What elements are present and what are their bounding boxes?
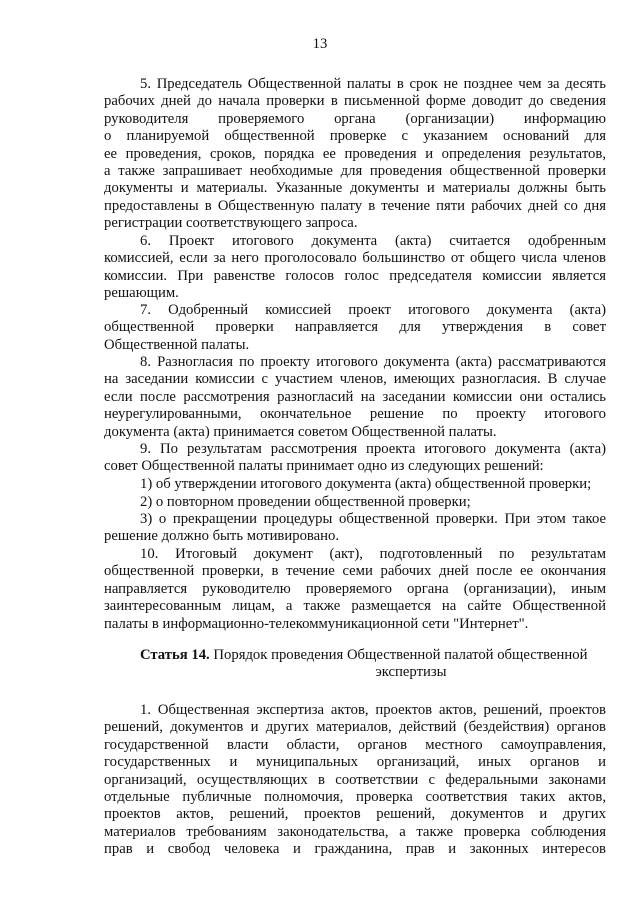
paragraph-7 [104, 302, 606, 354]
text-line: если после рассмотрения разногласий на заседании комиссии они остались [104, 388, 606, 405]
text-line: палаты в информационно-телекоммуникационной сети "Интернет". [104, 615, 529, 632]
text-line: ее проведения, сроков, порядка ее проведения и определения результатов, [104, 145, 606, 162]
text-line: 5. Председатель Общественной палаты в срок не позднее чем за десять [140, 76, 606, 92]
article-title: Порядок проведения Общественной палатой общественной [213, 647, 588, 663]
text-line: организаций, осуществляющих в соответствии с федеральными законами [104, 771, 606, 788]
text-line: комиссией, если за него проголосовало большинство от общего числа членов [104, 250, 606, 267]
paragraph-8 [104, 354, 606, 441]
text-line: направляется руководителю проверяемого органа (организации), иным [104, 580, 606, 597]
text-line: 2) о повторном проведении общественной проверки; [140, 494, 471, 510]
article-14-paragraph-1 [104, 702, 606, 859]
text-line: неурегулированными, окончательное решение по проекту итогового [104, 406, 606, 423]
text-line: комиссии. При равенстве голосов голос председателя комиссии является [104, 267, 606, 284]
text-line: 9. По результатам рассмотрения проекта итогового документа (акта) [140, 441, 606, 457]
text-line: документы и материалы. Указанные документы и материалы должны быть [104, 180, 606, 197]
page-number: 13 [312, 36, 328, 52]
text-line: а также запрашивает необходимые для проведения общественной проверки [104, 163, 606, 180]
text-line: документа (акта) принимается советом Общественной палаты. [104, 423, 497, 440]
text-line: государственной власти области, органов местного самоуправления, [104, 736, 606, 753]
text-line: 8. Разногласия по проекту итогового документа (акта) рассматриваются [140, 354, 606, 370]
paragraph-10 [104, 546, 606, 633]
text-line: рабочих дней до начала проверки в письменной форме доводит до сведения [104, 93, 606, 110]
text-line: проектов актов, решений, проектов решений, документов и других [104, 806, 606, 823]
list-item [104, 511, 606, 546]
text-line: предоставлены в Общественную палату в течение пяти рабочих дней со дня [104, 197, 606, 214]
text-line: 1) об утверждении итогового документа (акта) общественной проверки; [140, 476, 592, 492]
article-heading [140, 647, 606, 682]
text-line: прав и свобод человека и гражданина, прав и законных интересов [104, 841, 606, 858]
list-item [104, 476, 606, 493]
text-line: решений, документов и других материалов, действий (бездействия) органов [104, 719, 606, 736]
text-line: 7. Одобренный комиссией проект итогового документа (акта) [140, 302, 606, 318]
text-line: общественной проверки, в течение семи рабочих дней после ее окончания [104, 563, 606, 580]
article-number: Статья 14. [140, 647, 210, 663]
text-line: 6. Проект итогового документа (акта) считается одобренным [140, 233, 606, 249]
text-line: регистрации соответствующего запроса. [104, 215, 358, 232]
text-line: совет Общественной палаты принимает одно из следующих решений: [104, 458, 544, 475]
text-line: решение должно быть мотивировано. [104, 528, 340, 545]
paragraph-5 [104, 76, 606, 233]
text-line: 3) о прекращении процедуры общественной проверки. При этом такое [140, 511, 606, 527]
paragraph-6 [104, 233, 606, 303]
text-line: государственных и муниципальных организаций, иных органов и [104, 754, 606, 771]
text-line: 1. Общественная экспертиза актов, проектов актов, решений, проектов [140, 702, 606, 718]
list-item [104, 494, 606, 511]
text-line: общественной проверки направляется для утверждения в совет [104, 319, 606, 336]
text-line: о планируемой общественной проверке с указанием оснований для [104, 128, 606, 145]
text-line: решающим. [104, 285, 179, 302]
text-line: Общественной палаты. [104, 336, 250, 353]
text-line: заинтересованным лицам, а также размещается на сайте Общественной [104, 598, 606, 615]
paragraph-9 [104, 441, 606, 476]
text-line: на заседании комиссии с участием членов, имеющих разногласия. В случае [104, 371, 606, 388]
text-line: отдельные публичные полномочия, проверка соответствия таких актов, [104, 789, 606, 806]
text-line: материалов требованиям законодательства, а также проверка соблюдения [104, 823, 606, 840]
text-line: 10. Итоговый документ (акт), подготовленный по результатам [140, 546, 606, 562]
article-title-continued: экспертизы [375, 664, 447, 681]
text-line: руководителя проверяемого органа (организации) информацию [104, 110, 606, 127]
